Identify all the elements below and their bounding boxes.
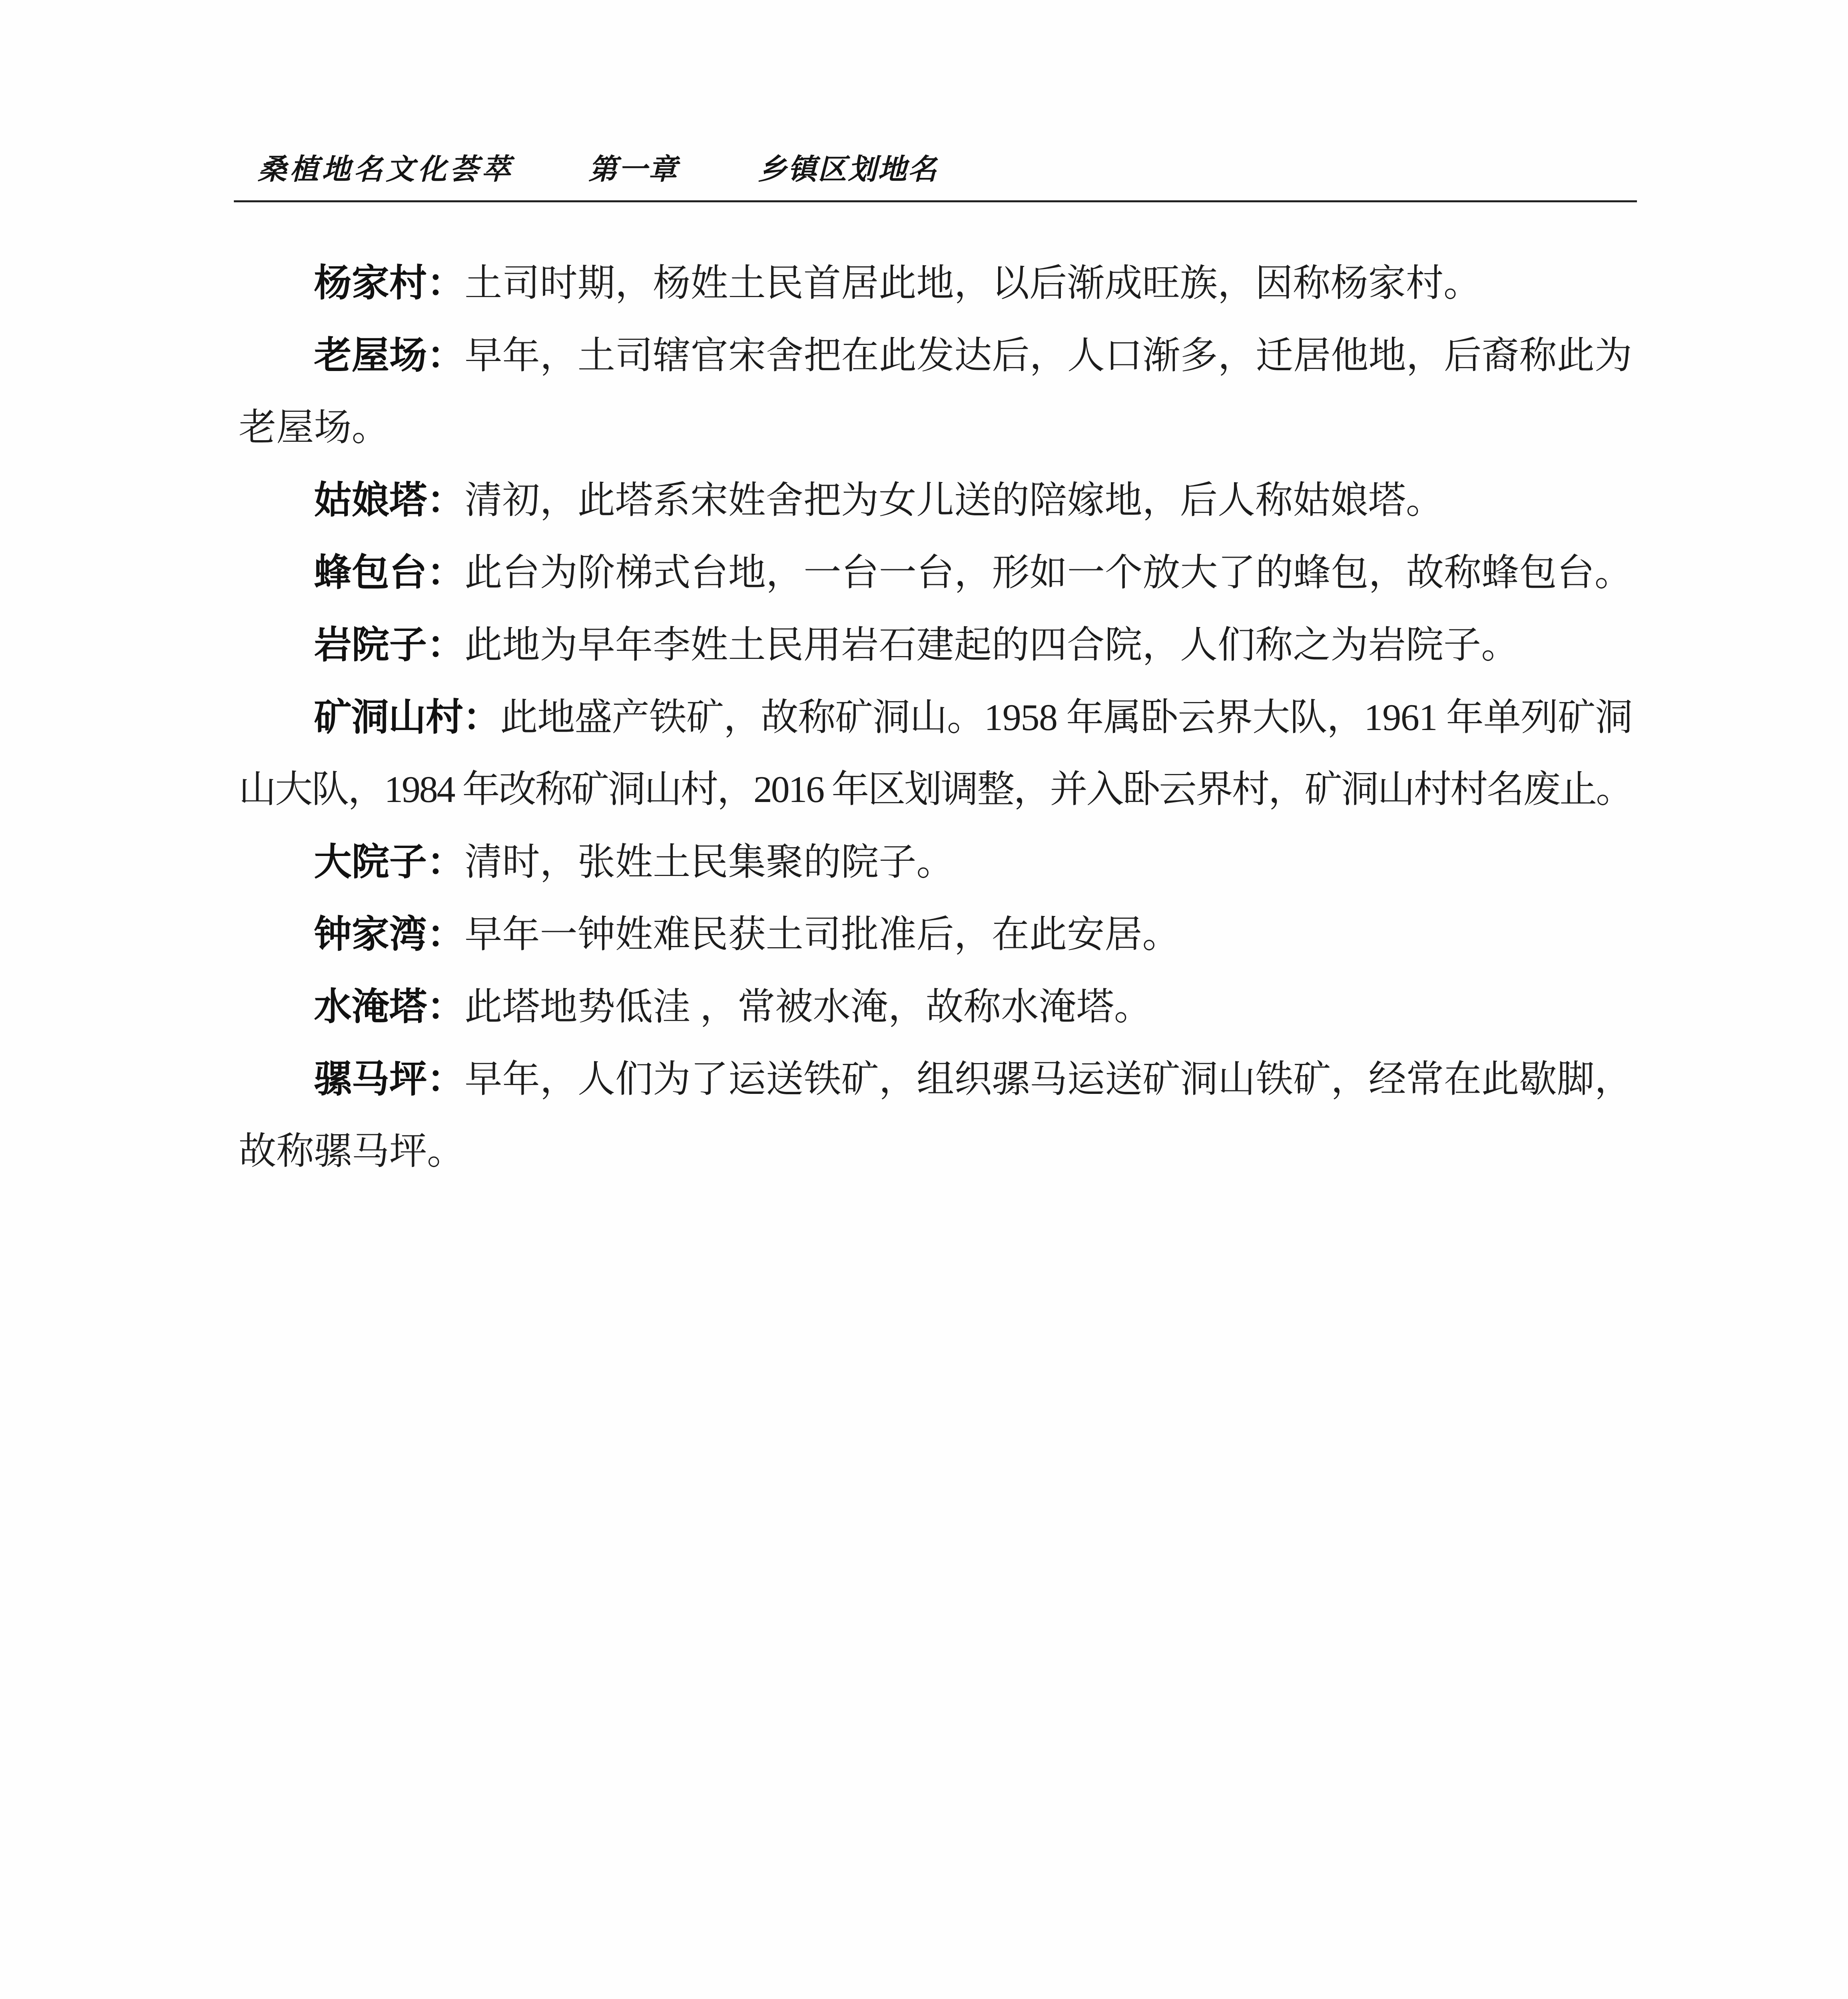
section-title: 乡镇区划地名 (758, 152, 938, 186)
entry-shuiyanta (239, 971, 1632, 1043)
entry-term: 杨家村： (314, 261, 465, 305)
entry-luomaping (239, 1043, 1632, 1188)
entry-line (239, 609, 1632, 681)
entry-term: 蜂包台： (314, 551, 465, 595)
entry-line (239, 681, 1632, 754)
entry-guniangta (239, 464, 1632, 537)
entry-line (239, 754, 1632, 826)
entry-line (239, 826, 1632, 898)
entry-text: 清时，张姓土民集聚的院子。 (464, 842, 954, 883)
entry-line (239, 247, 1632, 319)
entry-dayuanzi (239, 826, 1632, 898)
entry-list (239, 247, 1632, 1188)
entry-zhongjiawan (239, 898, 1632, 971)
entry-yangjiacun (239, 247, 1632, 319)
entry-line (239, 971, 1632, 1043)
entry-term: 矿洞山村： (314, 696, 500, 739)
entry-line (239, 898, 1632, 971)
entry-text: 此地盛产铁矿，故称矿洞山。1958 年属卧云界大队，1961 年单列矿洞 (500, 697, 1632, 738)
entry-line (239, 392, 1632, 464)
entry-kuangdongshancun (239, 681, 1632, 826)
entry-text: 此塔地势低洼 ，常被水淹，故称水淹塔。 (464, 986, 1152, 1028)
entry-term: 大院子： (314, 840, 465, 884)
entry-text: 早年一钟姓难民获土司批准后，在此安居。 (464, 914, 1180, 956)
chapter-label: 第一章 (588, 152, 679, 186)
entry-text: 故称骡马坪。 (239, 1131, 465, 1172)
entry-text: 此台为阶梯式台地，一台一台，形如一个放大了的蜂包，故称蜂包台。 (464, 552, 1633, 594)
entry-line (239, 1043, 1632, 1115)
entry-text: 老屋场。 (239, 407, 389, 449)
entry-text: 早年，土司辖官宋舍把在此发达后，人口渐多，迁居他地，后裔称此为 (464, 335, 1633, 377)
entry-text: 早年，人们为了运送铁矿，组织骡马运送矿洞山铁矿，经常在此歇脚， (464, 1059, 1633, 1100)
entry-text: 清初，此塔系宋姓舍把为女儿送的陪嫁地，后人称姑娘塔。 (464, 480, 1444, 521)
entry-line (239, 1115, 1632, 1188)
entry-line (239, 537, 1632, 609)
entry-text: 土司时期，杨姓土民首居此地，以后渐成旺族，因称杨家村。 (464, 263, 1481, 304)
entry-term: 骡马坪： (314, 1057, 465, 1101)
header-rule (234, 200, 1637, 202)
book-title: 桑植地名文化荟萃 (258, 152, 514, 186)
entry-text: 此地为早年李姓土民用岩石建起的四合院，人们称之为岩院子。 (464, 624, 1519, 666)
entry-text: 山大队，1984 年改称矿洞山村，2016 年区划调整，并入卧云界村，矿洞山村村名废止。 (239, 769, 1632, 810)
entry-term: 钟家湾： (314, 913, 465, 956)
entry-yanyuanzi (239, 609, 1632, 681)
entry-line (239, 464, 1632, 537)
entry-term: 岩院子： (314, 623, 465, 667)
entry-line (239, 319, 1632, 392)
entry-laowuchang (239, 319, 1632, 464)
entry-term: 老屋场： (314, 334, 465, 377)
entry-fengbaotai (239, 537, 1632, 609)
entry-term: 姑娘塔： (314, 479, 465, 522)
entry-term: 水淹塔： (314, 985, 465, 1029)
